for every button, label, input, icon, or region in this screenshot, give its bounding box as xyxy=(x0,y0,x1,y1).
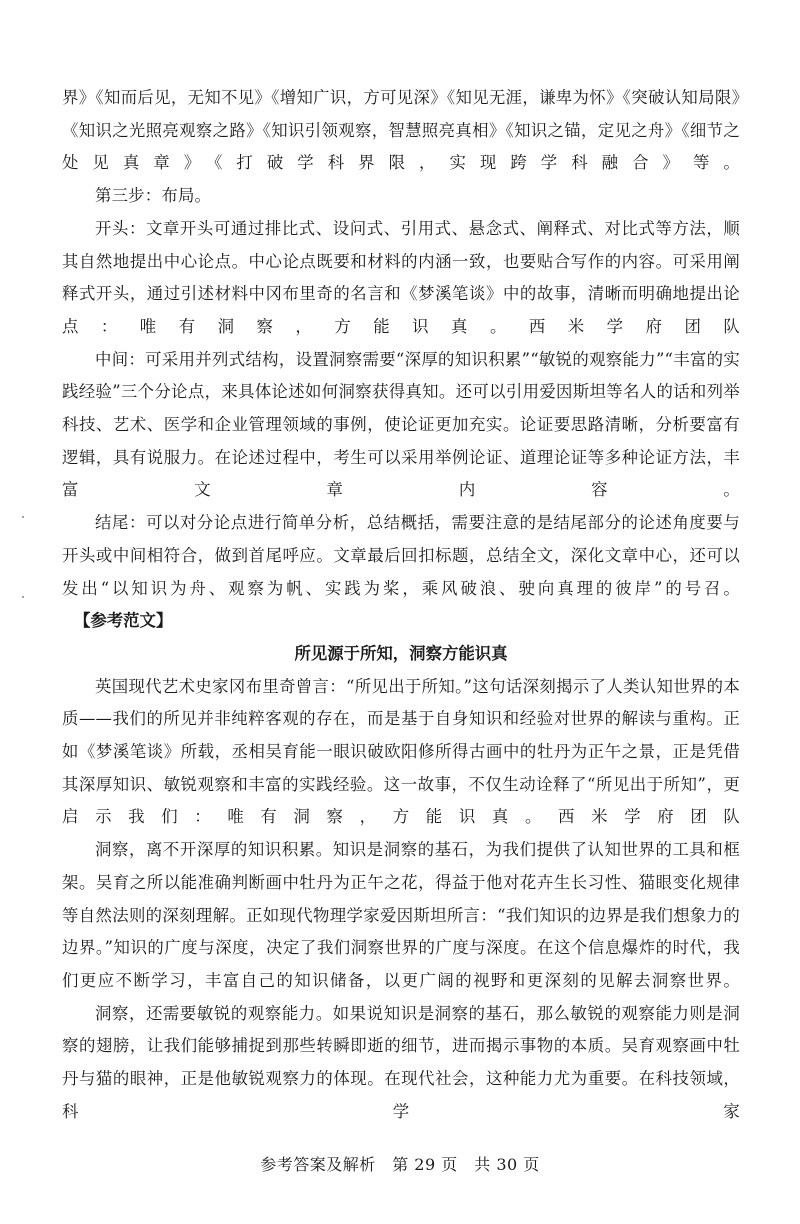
paragraph-opening: 开头：文章开头可通过排比式、设问式、引用式、悬念式、阐释式、对比式等方法，顺其自然地提出中心论点。中心论点既要和材料的内涵一致，也要贴合写作的内容。可采用阐释式开头，通过引述材料中冈布里奇的名言和《梦溪笔谈》中的故事，清晰而明确地提出论点：唯有洞察，方能识真。西米学府团队 xyxy=(62,218,740,336)
page-body xyxy=(62,82,740,1129)
essay-paragraph-1: 英国现代艺术史家冈布里奇曾言：“所见出于所知。”这句话深刻揭示了人类认知世界的本质——我们的所见并非纯粹客观的存在，而是基于自身知识和经验对世界的解读与重构。正如《梦溪笔谈》所载，丞相吴育能一眼识破欧阳修所得古画中的牡丹为正午之景，正是凭借其深厚知识、敏锐观察和丰富的实践经验。这一故事，不仅生动诠释了“所见出于所知”，更启示我们：唯有洞察，方能识真。西米学府团队 xyxy=(62,676,740,827)
essay-paragraph-2: 洞察，离不开深厚的知识积累。知识是洞察的基石，为我们提供了认知世界的工具和框架。吴育之所以能准确判断画中牡丹为正午之花，得益于他对花卉生长习性、猫眼变化规律等自然法则的深刻理解。正如现代物理学家爱因斯坦所言：“我们知识的边界是我们想象力的边界。”知识的广度与深度，决定了我们洞察世界的广度与深度。在这个信息爆炸的时代，我们更应不断学习，丰富自己的知识储备，以更广阔的视野和更深刻的见解去洞察世界。 xyxy=(62,840,740,990)
scan-speck xyxy=(22,516,24,518)
paragraph-middle: 中间：可采用并列式结构，设置洞察需要“深厚的知识积累”“敏锐的观察能力”“丰富的实践经验”三个分论点，来具体论述如何洞察获得真知。还可以引用爱因斯坦等名人的话和列举科技、艺术、医学和企业管理领域的事例，使论证更加充实。论证要思路清晰，分析要富有逻辑，具有说服力。在论述过程中，考生可以采用举例论证、道理论证等多种论证方法，丰富文章内容。 xyxy=(62,349,740,500)
paragraph-title-list: 界》《知而后见，无知不见》《增知广识，方可见深》《知见无涯，谦卑为怀》《突破认知局限》《知识之光照亮观察之路》《知识引领观察，智慧照亮真相》《知识之锚，定见之舟》《细节之处见真章》《打破学科界限，实现跨学科融合》等。 xyxy=(62,88,740,173)
paragraph-ending: 结尾：可以对分论点进行简单分析，总结概括，需要注意的是结尾部分的论述角度要与开头或中间相符合，做到首尾呼应。文章最后回扣标题，总结全文，深化文章中心，还可以发出“以知识为舟、观察为帆、实践为桨，乘风破浪、驶向真理的彼岸”的号召。 xyxy=(62,513,740,598)
essay-paragraph-3: 洞察，还需要敏锐的观察能力。如果说知识是洞察的基石，那么敏锐的观察能力则是洞察的翅膀，让我们能够捕捉到那些转瞬即逝的细节，进而揭示事物的本质。吴育观察画中牡丹与猫的眼神，正是他敏锐观察力的体现。在现代社会，这种能力尤为重要。在科技领域，科学家 xyxy=(62,1003,740,1121)
essay-title: 所见源于所知，洞察方能识真 xyxy=(294,643,508,663)
paragraph-step-three: 第三步：布局。 xyxy=(95,186,212,206)
scan-speck xyxy=(22,596,24,598)
reference-essay-heading: 【参考范文】 xyxy=(74,611,173,631)
page-footer: 参考答案及解析 第 29 页 共 30 页 xyxy=(260,1155,540,1174)
